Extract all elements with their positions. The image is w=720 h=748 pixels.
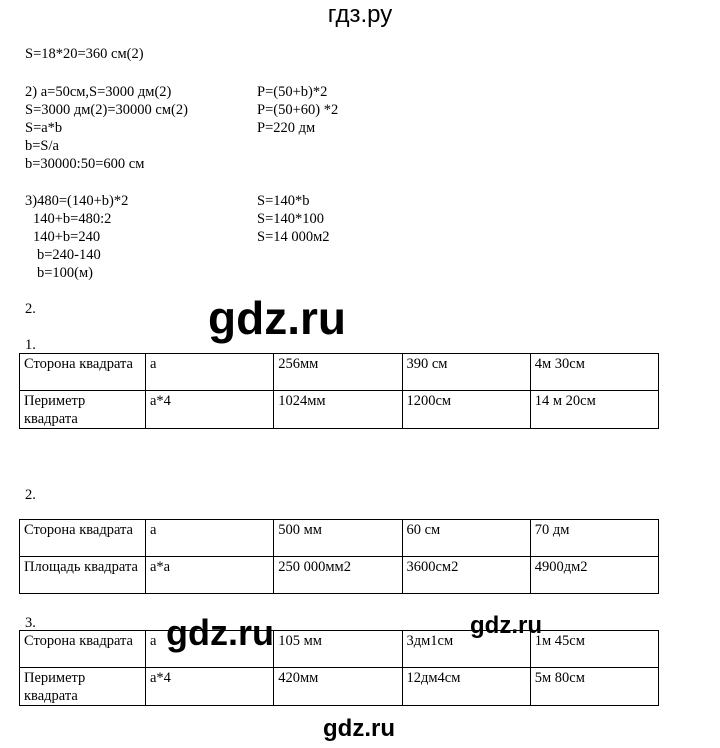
table-cell: a	[146, 631, 274, 668]
solution-line: 140+b=240	[33, 229, 101, 245]
table-cell: 70 дм	[530, 520, 658, 557]
table-row	[20, 557, 659, 594]
table-cell: a	[146, 520, 274, 557]
table-cell: Сторона квадрата	[20, 631, 146, 668]
watermark: gdz.ru	[208, 292, 346, 344]
solution-line: b=S/a	[25, 138, 59, 154]
watermark: gdz.ru	[166, 612, 274, 653]
site-title: гдз.ру	[327, 1, 393, 28]
table-cell: 12дм4см	[402, 668, 530, 706]
table-cell: a*4	[146, 391, 274, 429]
section-label: 2.	[25, 301, 36, 317]
table-cell: 105 мм	[274, 631, 402, 668]
table-cell: Сторона квадрата	[20, 520, 146, 557]
table-cell: Площадь квадрата	[20, 557, 146, 594]
table-cell: 500 мм	[274, 520, 402, 557]
table-row	[20, 668, 659, 706]
table-cell: 256мм	[274, 354, 402, 391]
section-label: 2.	[25, 487, 36, 503]
table-cell: a	[146, 354, 274, 391]
watermark: gdz.ru	[470, 612, 542, 639]
area-table	[19, 519, 659, 594]
solution-line: b=100(м)	[37, 265, 94, 281]
table-row	[20, 520, 659, 557]
solution-line: S=14 000м2	[257, 229, 330, 245]
table-cell: 14 м 20см	[530, 391, 658, 429]
section-label: 3.	[25, 615, 36, 631]
table-cell: 1024мм	[274, 391, 402, 429]
solution-line: b=240-140	[37, 247, 101, 263]
table-cell: 60 см	[402, 520, 530, 557]
table-row	[20, 631, 659, 668]
table-cell: 420мм	[274, 668, 402, 706]
table-row	[20, 391, 659, 429]
table-cell: 250 000мм2	[274, 557, 402, 594]
table-cell: a*4	[146, 668, 274, 706]
perimeter-table-3	[19, 630, 659, 706]
table-cell: Периметр квадрата	[20, 391, 146, 429]
table-cell: 1м 45см	[530, 631, 658, 668]
solution-line: S=140*b	[257, 193, 310, 209]
section-label: 1.	[25, 337, 36, 353]
solution-line: S=3000 дм(2)=30000 см(2)	[25, 102, 188, 118]
table-cell: 3дм1см	[402, 631, 530, 668]
solution-line: P=(50+60) *2	[257, 102, 339, 118]
table-cell: Периметр квадрата	[20, 668, 146, 706]
table-cell: 390 см	[402, 354, 530, 391]
solution-line: 2) a=50см,S=3000 дм(2)	[25, 84, 172, 100]
perimeter-table-1	[19, 353, 659, 429]
watermark: gdz.ru	[323, 715, 395, 742]
solution-line: P=220 дм	[257, 120, 316, 136]
solution-line: S=18*20=360 см(2)	[25, 46, 144, 62]
solution-line: 3)480=(140+b)*2	[25, 193, 129, 209]
table-cell: 5м 80см	[530, 668, 658, 706]
table-row	[20, 354, 659, 391]
solution-line: S=a*b	[25, 120, 63, 136]
solution-line: P=(50+b)*2	[257, 84, 328, 100]
table-cell: 4м 30см	[530, 354, 658, 391]
table-cell: a*a	[146, 557, 274, 594]
table-cell: 3600см2	[402, 557, 530, 594]
table-cell: 4900дм2	[530, 557, 658, 594]
solution-line: S=140*100	[257, 211, 324, 227]
table-cell: Сторона квадрата	[20, 354, 146, 391]
table-cell: 1200см	[402, 391, 530, 429]
solution-line: 140+b=480:2	[33, 211, 112, 227]
solution-line: b=30000:50=600 см	[25, 156, 145, 172]
